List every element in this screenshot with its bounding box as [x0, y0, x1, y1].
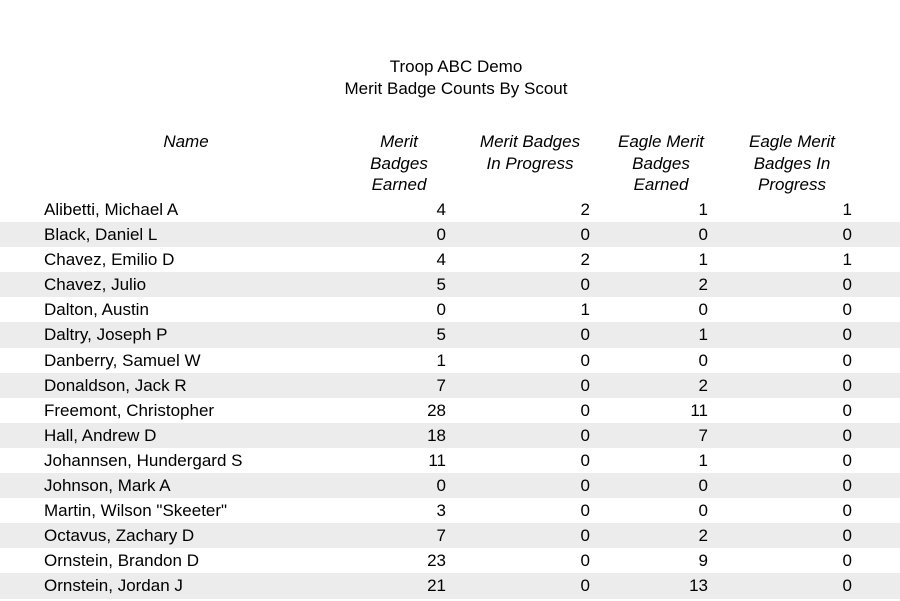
eagle-merit-badges-in-progress-value: 0 [842, 551, 852, 571]
column-header-merit-badges-in-progress: Merit Badges In Progress [479, 132, 581, 173]
report-subtitle: Merit Badge Counts By Scout [344, 79, 568, 98]
table-row [0, 222, 900, 247]
merit-badges-in-progress-value: 1 [580, 300, 590, 320]
merit-badges-in-progress-value: 0 [580, 551, 590, 571]
column-header-name: Name [163, 132, 209, 151]
scout-name: Dalton, Austin [44, 300, 149, 320]
merit-badges-in-progress-value: 0 [580, 400, 590, 420]
eagle-merit-badges-in-progress-value: 0 [842, 476, 852, 496]
eagle-merit-badges-in-progress-value: 1 [842, 250, 852, 270]
scout-name: Daltry, Joseph P [44, 325, 168, 345]
table-row [0, 523, 900, 548]
merit-badges-earned-value: 0 [436, 300, 446, 320]
eagle-merit-badges-earned-value: 0 [698, 476, 708, 496]
eagle-merit-badges-earned-value: 2 [698, 275, 708, 295]
merit-badges-in-progress-value: 0 [580, 576, 590, 596]
table-row [0, 498, 900, 523]
merit-badges-in-progress-value: 0 [580, 375, 590, 395]
eagle-merit-badges-in-progress-value: 0 [842, 576, 852, 596]
scout-name: Black, Daniel L [44, 225, 158, 245]
merit-badges-in-progress-value: 2 [580, 200, 590, 219]
merit-badges-in-progress-value: 0 [580, 325, 590, 345]
table-row [0, 322, 900, 347]
column-header-eagle-merit-badges-in-progress: Eagle Merit Badges In Progress [749, 132, 835, 194]
merit-badges-in-progress-value: 0 [580, 501, 590, 521]
merit-badges-in-progress-value: 2 [580, 250, 590, 270]
merit-badges-in-progress-value: 0 [580, 526, 590, 546]
scout-name: Hall, Andrew D [44, 425, 157, 445]
column-header-merit-badges-earned: Merit Badges Earned [370, 132, 428, 194]
table-row [0, 297, 900, 322]
scout-name: Johannsen, Hundergard S [44, 450, 243, 470]
eagle-merit-badges-in-progress-value: 0 [842, 375, 852, 395]
merit-badges-in-progress-value: 0 [580, 275, 590, 295]
merit-badges-earned-value: 4 [436, 200, 446, 219]
eagle-merit-badges-earned-value: 9 [698, 551, 708, 571]
scout-table-body [0, 197, 900, 599]
eagle-merit-badges-in-progress-value: 0 [842, 325, 852, 345]
merit-badges-earned-value: 18 [427, 425, 446, 445]
eagle-merit-badges-earned-value: 2 [698, 526, 708, 546]
eagle-merit-badges-earned-value: 2 [698, 375, 708, 395]
scout-name: Alibetti, Michael A [44, 200, 179, 219]
eagle-merit-badges-in-progress-value: 0 [842, 425, 852, 445]
scout-name: Ornstein, Jordan J [44, 576, 183, 596]
column-header-eagle-merit-badges-earned: Eagle Merit Badges Earned [618, 132, 704, 194]
table-row [0, 473, 900, 498]
table-row [0, 423, 900, 448]
table-row [0, 197, 900, 222]
table-row [0, 348, 900, 373]
eagle-merit-badges-in-progress-value: 0 [842, 350, 852, 370]
eagle-merit-badges-earned-value: 0 [698, 225, 708, 245]
eagle-merit-badges-earned-value: 1 [698, 200, 708, 219]
merit-badges-earned-value: 4 [436, 250, 446, 270]
table-row [0, 573, 900, 598]
scout-name: Octavus, Zachary D [44, 526, 195, 546]
merit-badges-earned-value: 1 [436, 350, 446, 370]
eagle-merit-badges-earned-value: 11 [690, 400, 708, 420]
eagle-merit-badges-earned-value: 7 [698, 425, 708, 445]
eagle-merit-badges-in-progress-value: 0 [842, 450, 852, 470]
merit-badges-earned-value: 21 [427, 576, 446, 596]
table-row [0, 548, 900, 573]
column-header-row [0, 131, 900, 197]
eagle-merit-badges-earned-value: 0 [698, 300, 708, 320]
merit-badges-earned-value: 5 [436, 275, 446, 295]
report-title: Troop ABC Demo [389, 57, 523, 76]
merit-badges-earned-value: 7 [436, 375, 446, 395]
merit-badges-earned-value: 7 [436, 526, 446, 546]
scout-name: Danberry, Samuel W [44, 350, 201, 370]
merit-badges-earned-value: 28 [427, 400, 446, 420]
eagle-merit-badges-in-progress-value: 0 [842, 526, 852, 546]
report-header [0, 56, 900, 100]
merit-badges-in-progress-value: 0 [580, 450, 590, 470]
merit-badges-earned-value: 0 [436, 476, 446, 496]
merit-badges-in-progress-value: 0 [580, 225, 590, 245]
table-row [0, 448, 900, 473]
eagle-merit-badges-earned-value: 1 [698, 325, 708, 345]
merit-badges-earned-value: 5 [436, 325, 446, 345]
eagle-merit-badges-earned-value: 0 [698, 350, 708, 370]
merit-badges-earned-value: 11 [428, 450, 446, 470]
scout-name: Martin, Wilson "Skeeter" [44, 501, 228, 521]
eagle-merit-badges-in-progress-value: 0 [842, 300, 852, 320]
eagle-merit-badges-in-progress-value: 0 [842, 501, 852, 521]
eagle-merit-badges-earned-value: 1 [698, 450, 708, 470]
scout-name: Freemont, Christopher [44, 400, 215, 420]
merit-badges-earned-value: 3 [436, 501, 446, 521]
merit-badges-earned-value: 23 [427, 551, 446, 571]
merit-badges-in-progress-value: 0 [580, 425, 590, 445]
scout-name: Johnson, Mark A [44, 476, 171, 496]
merit-badges-in-progress-value: 0 [580, 476, 590, 496]
eagle-merit-badges-earned-value: 1 [698, 250, 708, 270]
eagle-merit-badges-in-progress-value: 0 [842, 400, 852, 420]
scout-name: Donaldson, Jack R [44, 375, 187, 395]
table-row [0, 247, 900, 272]
scout-name: Chavez, Julio [44, 275, 147, 295]
eagle-merit-badges-in-progress-value: 1 [842, 200, 852, 219]
merit-badges-earned-value: 0 [436, 225, 446, 245]
table-row [0, 272, 900, 297]
table-row [0, 373, 900, 398]
table-row [0, 398, 900, 423]
scout-name: Chavez, Emilio D [44, 250, 175, 270]
scout-name: Ornstein, Brandon D [44, 551, 199, 571]
merit-badges-in-progress-value: 0 [580, 350, 590, 370]
eagle-merit-badges-in-progress-value: 0 [842, 275, 852, 295]
eagle-merit-badges-in-progress-value: 0 [842, 225, 852, 245]
eagle-merit-badges-earned-value: 13 [689, 576, 708, 596]
eagle-merit-badges-earned-value: 0 [698, 501, 708, 521]
